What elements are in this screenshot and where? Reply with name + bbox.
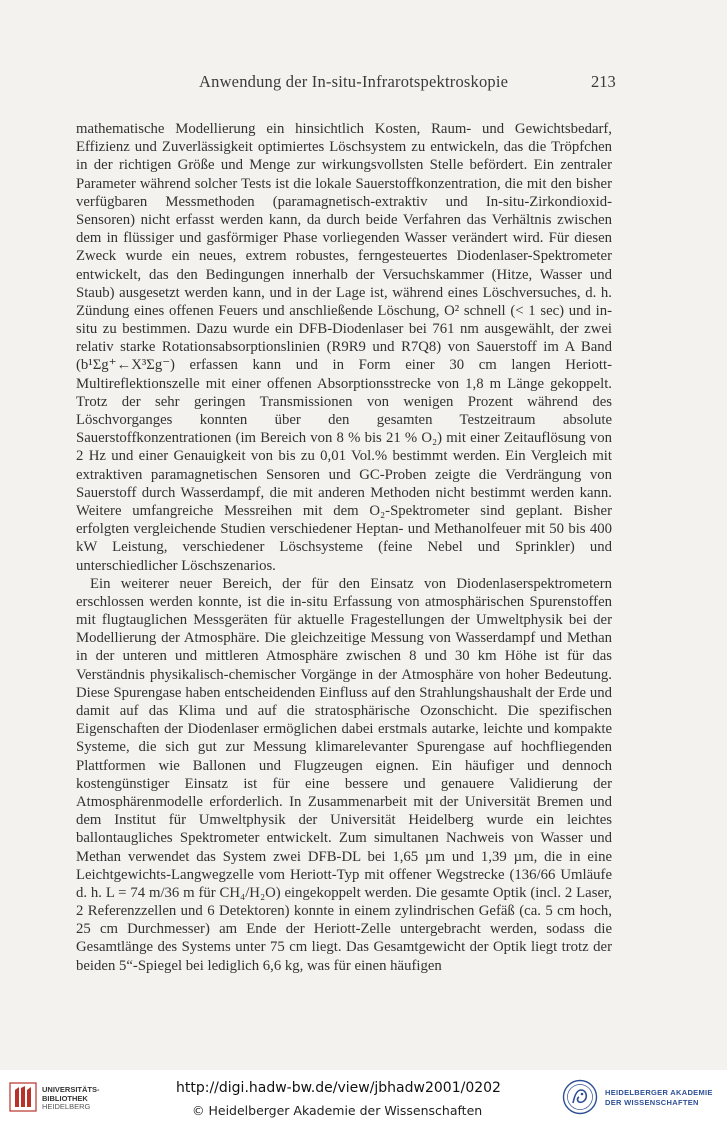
page-number: 213	[591, 72, 616, 91]
library-name-line3: HEIDELBERG	[42, 1102, 91, 1111]
academy-name-line2: DER WISSENSCHAFTEN	[605, 1098, 699, 1107]
library-name-line1: UNIVERSITÄTS-	[42, 1085, 100, 1094]
university-library-logo-icon[interactable]	[8, 1080, 38, 1114]
copyright-notice: © Heidelberger Akademie der Wissenschaften	[192, 1103, 483, 1118]
academy-name-line1: HEIDELBERGER AKADEMIE	[605, 1088, 713, 1097]
footer-bar	[0, 1070, 727, 1125]
body-text	[76, 120, 612, 975]
library-name-line2: BIBLIOTHEK	[42, 1093, 88, 1103]
page-header	[0, 68, 727, 98]
academy-seal-icon[interactable]	[562, 1079, 598, 1115]
running-title: Anwendung der In-situ-Infrarotspektroskopie	[199, 72, 509, 91]
paragraph-2: Ein weiterer neuer Bereich, der für den Einsatz von Diodenlaserspektrometern erschlossen werden konnte, ist die in-situ Erfassung von atmosphärischen Spurenstoffen mit flugtauglichen Messgeräten für aktuelle Fragestellungen der Umweltphysik bei der Modellierung der Atmosphäre. Die gleichzeitige Messung von Wasserdampf und Methan in der unteren und mittleren Atmosphäre zwischen 8 und 30 km Höhe ist für das Verständnis physikalisch-chemischer Vorgänge in der Atmosphäre von hoher Bedeutung. Diese Spurengase haben entscheidenden Einfluss auf den Strahlungshaushalt der Erde und damit auf das Klima und auf die stratosphärische Ozonschicht. Die spezifischen Eigenschaften der Diodenlaser ermöglichen dabei erstmals autarke, leichte und kompakte Systeme, die sich gut zur Messung klimarelevanter Spurengase auf hochfliegenden Plattformen wie Ballonen und Flugzeugen eignen. Ein häufiger und dennoch kostengünstiger Einsatz ist für eine bessere und genauere Validierung der Atmosphärenmodelle erforderlich. In Zusammenarbeit mit der Universität Bremen und dem Institut für Umweltphysik der Universität Heidelberg wurde ein leichtes ballontaugliches Spektrometer entwickelt. Zum simultanen Nachweis von Wasser und Methan verwendet das System zwei DFB-DL bei 1,65 µm und 1,39 µm, die in eine Leichtgewichts-Langwegzelle vom Heriott-Typ mit offener Wegstrecke (136/66 Umläufe d. h. L = 74 m/36 m für CH₄/H₂O) eingekoppelt werden. Die gesamte Optik (incl. 2 Laser, 2 Referenzzellen und 6 Detektoren) konnte in einem zylindrischen Gefäß (ca. 5 cm hoch, 25 cm Durchmesser) am Ende der Heriott-Zelle untergebracht werden, sodass die Gesamtlänge des Systems unter 75 cm liegt. Das Gesamtgewicht der Optik liegt trotz der beiden 5“-Spiegel bei lediglich 6,6 kg, was für einen häufigen	[76, 575, 612, 974]
library-name	[42, 1086, 100, 1112]
academy-name	[605, 1088, 713, 1108]
paragraph-1: mathematische Modellierung ein hinsichtlich Kosten, Raum- und Gewichtsbedarf, Effizienz und Zuverlässigkeit optimiertes Löschsystem zu entwickeln, das die Tröpfchen in der richtigen Größe und Menge zur wirkungsvollsten Stelle befördert. Ein zentraler Parameter während solcher Tests ist die lokale Sauerstoffkonzentration, die mit den bisher verfügbaren Messmethoden (paramagnetisch-extraktiv und In-situ-Zirkondioxid-Sensoren) nicht erfasst werden kann, da durch beide Verfahren das Verhältnis zwischen dem in flüssiger und gasförmiger Phase vorliegenden Wasser verändert wird. Für diesen Zweck wurde ein neues, extrem robustes, ferngesteuertes Diodenlaser-Spektrometer entwickelt, das den Bedingungen innerhalb der Versuchskammer (Hitze, Wasser und Staub) ausgesetzt werden kann, und in der Lage ist, während eines Löschversuches, d. h. Zündung eines offenen Feuers und anschließende Löschung, O² schnell (< 1 sec) und in-situ zu bestimmen. Dazu wurde ein DFB-Diodenlaser bei 761 nm ausgewählt, der zwei relativ starke Rotationsabsorptionslinien (R9R9 und R7Q8) von Sauerstoff im A Band (b¹Σg⁺←X³Σg⁻) erfassen kann und in Form einer 30 cm langen Heriott-Multireflektionszelle mit einer offenen Absorptionsstrecke von 1,8 m Länge gekoppelt. Trotz der sehr geringen Transmissionen von wenigen Prozent während des Löschvorganges konnten über den gesamten Testzeitraum absolute Sauerstoffkonzentrationen (im Bereich von 8 % bis 21 % O₂) mit einer Zeitauflösung von 2 Hz und einer Genauigkeit von bis zu 0,01 Vol.% bestimmt werden. Ein Vergleich mit extraktiven paramagnetischen Sensoren und GC-Proben zeigte die Verdrängung von Sauerstoff durch Wasserdampf, die mit anderen Methoden nicht bestimmt werden kann. Weitere umfangreiche Messreihen mit dem O₂-Spektrometer sind geplant. Bisher erfolgten vergleichende Studien verschiedener Heptan- und Methanolfeuer mit 50 bis 400 kW Leistung, verschiedener Löschsysteme (feine Nebel und Sprinkler) und unterschiedlicher Löschszenarios.	[76, 121, 612, 574]
permalink[interactable]: http://digi.hadw-bw.de/view/jbhadw2001/0202	[176, 1080, 501, 1096]
